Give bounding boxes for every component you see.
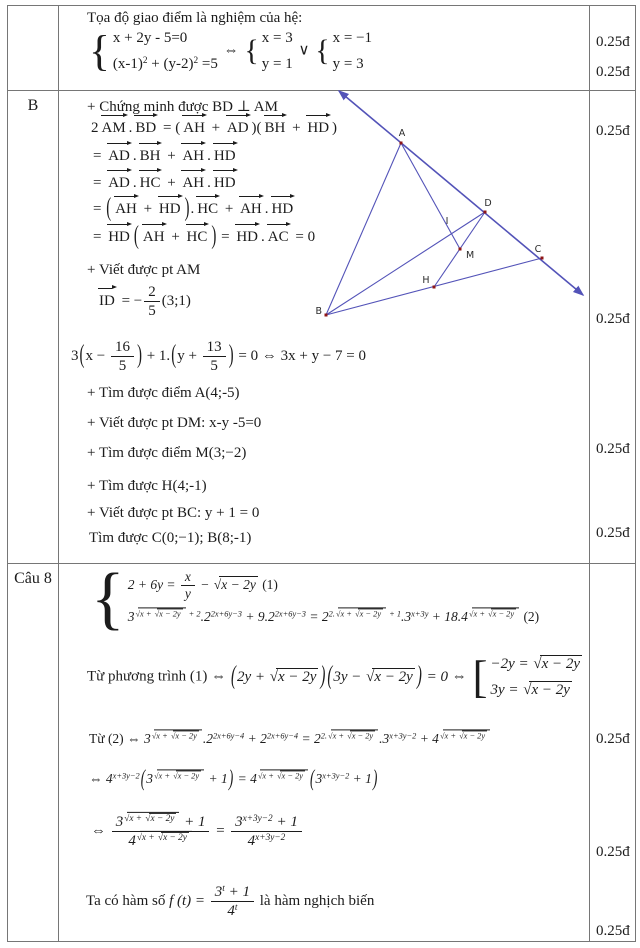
point-dot-B bbox=[325, 314, 328, 317]
point-label-I: I bbox=[445, 216, 449, 227]
row2-label: B bbox=[27, 97, 39, 114]
point-label-C: C bbox=[534, 244, 542, 255]
math-line: { 2 + 6y = $\frac{x}{y}$ − √ x − 2y (1) 3 √ x + √ x − 2y + 2.22x+6y−3 + 9.22x+6y−3 = 22. √ x + √ x − 2y + 1.3x+3y + 18.4 √ x + √ x − 2y (2) bbox=[91, 558, 540, 637]
math-line: Từ phương trình (1) ⇔ (2y + √ x − 2y ) (3y − √ x − 2y ) = 0 ⇔ [ −2y = √ x − 2y 3y = √ x − 2y bbox=[87, 652, 581, 703]
point-label-M: M bbox=[466, 250, 475, 261]
math-line: + Tìm được điểm A(4;-5) bbox=[87, 385, 240, 401]
point-dot-C bbox=[541, 257, 544, 260]
score-badge: 0.25đ bbox=[596, 731, 630, 747]
math-line: + Viết được pt AM bbox=[87, 262, 201, 278]
line-AC-extended bbox=[461, 193, 583, 295]
score-badge: 0.25đ bbox=[596, 34, 630, 50]
math-line: = AD . HC + AH . HD bbox=[93, 175, 236, 191]
math-line: = AD . BH + AH . HD bbox=[93, 148, 236, 164]
math-line: + Tìm được H(4;-1) bbox=[87, 478, 207, 494]
point-dot-D bbox=[484, 211, 487, 214]
point-dot-A bbox=[400, 142, 403, 145]
math-line: 2 AM . BD = ( AH + AD )( BH + HD ) bbox=[91, 120, 338, 136]
math-line: + Viết được pt DM: x-y -5=0 bbox=[87, 415, 262, 431]
row1-label-cell bbox=[8, 6, 58, 90]
segment-BA bbox=[326, 143, 401, 315]
row3-label: Câu 8 bbox=[14, 570, 52, 587]
row3-score-cell bbox=[589, 563, 636, 943]
math-line: ⇔ 3 √ x + √ x − 2y + 1 4 √ x + √ x − 2y = $\frac{3x+3y-2 + 1}{4x+3y-2}$ bbox=[91, 813, 304, 850]
score-badge: 0.25đ bbox=[596, 525, 630, 541]
point-label-D: D bbox=[484, 198, 492, 209]
math-line: Tọa độ giao điểm là nghiệm của hệ: bbox=[87, 10, 303, 26]
math-line: + Tìm được điểm M(3;−2) bbox=[87, 445, 247, 461]
math-line: { x + 2y - 5=0 (x-1)2 + (y-2)2 =5 ⇔ { x = 3 y = 1 ∨ { x = −1 y = 3 bbox=[89, 27, 373, 76]
math-line: 3(x − $\frac{16}{5}$ ) + 1.(y + $\frac{13}{5}$ ) = 0 ⇔ 3x + y − 7 = 0 bbox=[71, 339, 366, 374]
segment-AM bbox=[401, 143, 460, 249]
math-line: ID = − $\frac{2}{5}$ (3;1) bbox=[99, 284, 191, 319]
row1-score-cell bbox=[589, 6, 636, 90]
math-line: Ta có hàm số f (t) = $\frac{3t + 1}{4t}$ là hàm nghịch biến bbox=[86, 883, 375, 919]
score-badge: 0.25đ bbox=[596, 441, 630, 457]
row3-content-cell bbox=[58, 558, 589, 943]
point-label-H: H bbox=[422, 275, 430, 286]
score-badge: 0.25đ bbox=[596, 844, 630, 860]
math-line: = HD ( AH + HC ) = HD . AC = 0 bbox=[93, 222, 316, 251]
row2-label-cell bbox=[8, 90, 58, 563]
segment-BD bbox=[326, 212, 485, 315]
point-dot-M bbox=[459, 248, 462, 251]
score-badge: 0.25đ bbox=[596, 123, 630, 139]
row3-label-cell bbox=[8, 563, 58, 943]
point-label-A: A bbox=[398, 128, 406, 139]
math-line: Từ (2) ⇔ 3 √ x + √ x − 2y .22x+6y−4 + 22x+6y−4 = 22. √ x + √ x − 2y .3x+3y−2 + 4 √ x + √ x − 2y bbox=[89, 731, 491, 748]
row1-content-cell bbox=[58, 6, 589, 90]
math-line: + Chứng minh được BD ⊥ AM bbox=[87, 99, 278, 115]
score-badge: 0.25đ bbox=[596, 64, 630, 80]
math-line: = ( AH + HD ). HC + AH . HD bbox=[93, 194, 294, 223]
math-line: ⇔ 4x+3y−2(3 √ x + √ x − 2y + 1) = 4 √ x + √ x − 2y (3x+3y−2 + 1) bbox=[89, 764, 378, 791]
score-badge: 0.25đ bbox=[596, 923, 630, 939]
point-label-B: B bbox=[315, 306, 322, 317]
math-line: + Viết được pt BC: y + 1 = 0 bbox=[87, 505, 260, 521]
geometry-figure bbox=[307, 85, 589, 325]
math-line: Tìm được C(0;−1); B(8;-1) bbox=[89, 530, 252, 546]
point-dot-H bbox=[433, 286, 436, 289]
score-badge: 0.25đ bbox=[596, 311, 630, 327]
row2-score-cell bbox=[589, 90, 636, 563]
